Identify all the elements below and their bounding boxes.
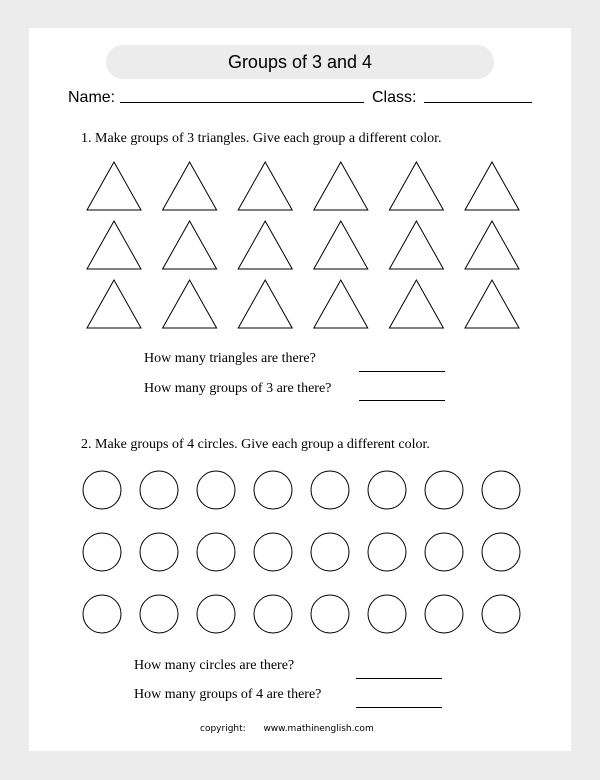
circle-shape[interactable] <box>482 595 520 633</box>
triangle-shape[interactable] <box>238 162 292 210</box>
triangle-shape[interactable] <box>87 280 141 328</box>
circle-shape[interactable] <box>311 533 349 571</box>
triangle-shape[interactable] <box>314 280 368 328</box>
groups-of-4-question: How many groups of 4 are there? <box>134 687 322 702</box>
triangle-shape[interactable] <box>389 221 443 269</box>
triangle-shape[interactable] <box>314 162 368 210</box>
copyright-site: www.mathinenglish.com <box>263 724 374 734</box>
triangle-shape[interactable] <box>314 221 368 269</box>
circle-shape[interactable] <box>311 471 349 509</box>
triangle-shape[interactable] <box>163 162 217 210</box>
circle-shape[interactable] <box>83 595 121 633</box>
circle-shape[interactable] <box>197 471 235 509</box>
circle-shape[interactable] <box>254 533 292 571</box>
circle-shape[interactable] <box>197 595 235 633</box>
triangle-shape[interactable] <box>238 280 292 328</box>
triangle-shape[interactable] <box>238 221 292 269</box>
circle-shape[interactable] <box>83 533 121 571</box>
circle-shape[interactable] <box>425 533 463 571</box>
triangle-shape[interactable] <box>389 280 443 328</box>
triangle-shape[interactable] <box>87 221 141 269</box>
circle-shape[interactable] <box>254 595 292 633</box>
triangle-shape[interactable] <box>163 280 217 328</box>
circle-shape[interactable] <box>311 595 349 633</box>
circle-shape[interactable] <box>140 471 178 509</box>
circle-shape[interactable] <box>83 471 121 509</box>
circle-shape[interactable] <box>140 533 178 571</box>
triangles-count-question: How many triangles are there? <box>144 351 316 366</box>
section1-instruction: 1. Make groups of 3 triangles. Give each group a different color. <box>81 131 442 146</box>
triangle-shape[interactable] <box>465 280 519 328</box>
triangle-shape[interactable] <box>465 162 519 210</box>
circle-shape[interactable] <box>425 595 463 633</box>
shape-area <box>29 28 571 751</box>
triangle-shape[interactable] <box>389 162 443 210</box>
worksheet-title: Groups of 3 and 4 <box>106 45 494 79</box>
copyright-label: copyright: <box>200 724 246 734</box>
circle-shape[interactable] <box>368 533 406 571</box>
circles-count-question: How many circles are there? <box>134 658 295 673</box>
circle-shape[interactable] <box>482 471 520 509</box>
circle-shape[interactable] <box>197 533 235 571</box>
circle-shape[interactable] <box>254 471 292 509</box>
worksheet-page <box>29 28 571 751</box>
groups-of-3-question: How many groups of 3 are there? <box>144 381 332 396</box>
circle-shape[interactable] <box>425 471 463 509</box>
triangle-shape[interactable] <box>163 221 217 269</box>
triangle-shape[interactable] <box>465 221 519 269</box>
triangle-shape[interactable] <box>87 162 141 210</box>
name-label: Name: <box>68 89 116 106</box>
section2-instruction: 2. Make groups of 4 circles. Give each group a different color. <box>81 437 430 452</box>
circle-shape[interactable] <box>368 595 406 633</box>
circle-shape[interactable] <box>368 471 406 509</box>
circle-shape[interactable] <box>482 533 520 571</box>
class-label: Class: <box>372 89 417 106</box>
circle-shape[interactable] <box>140 595 178 633</box>
